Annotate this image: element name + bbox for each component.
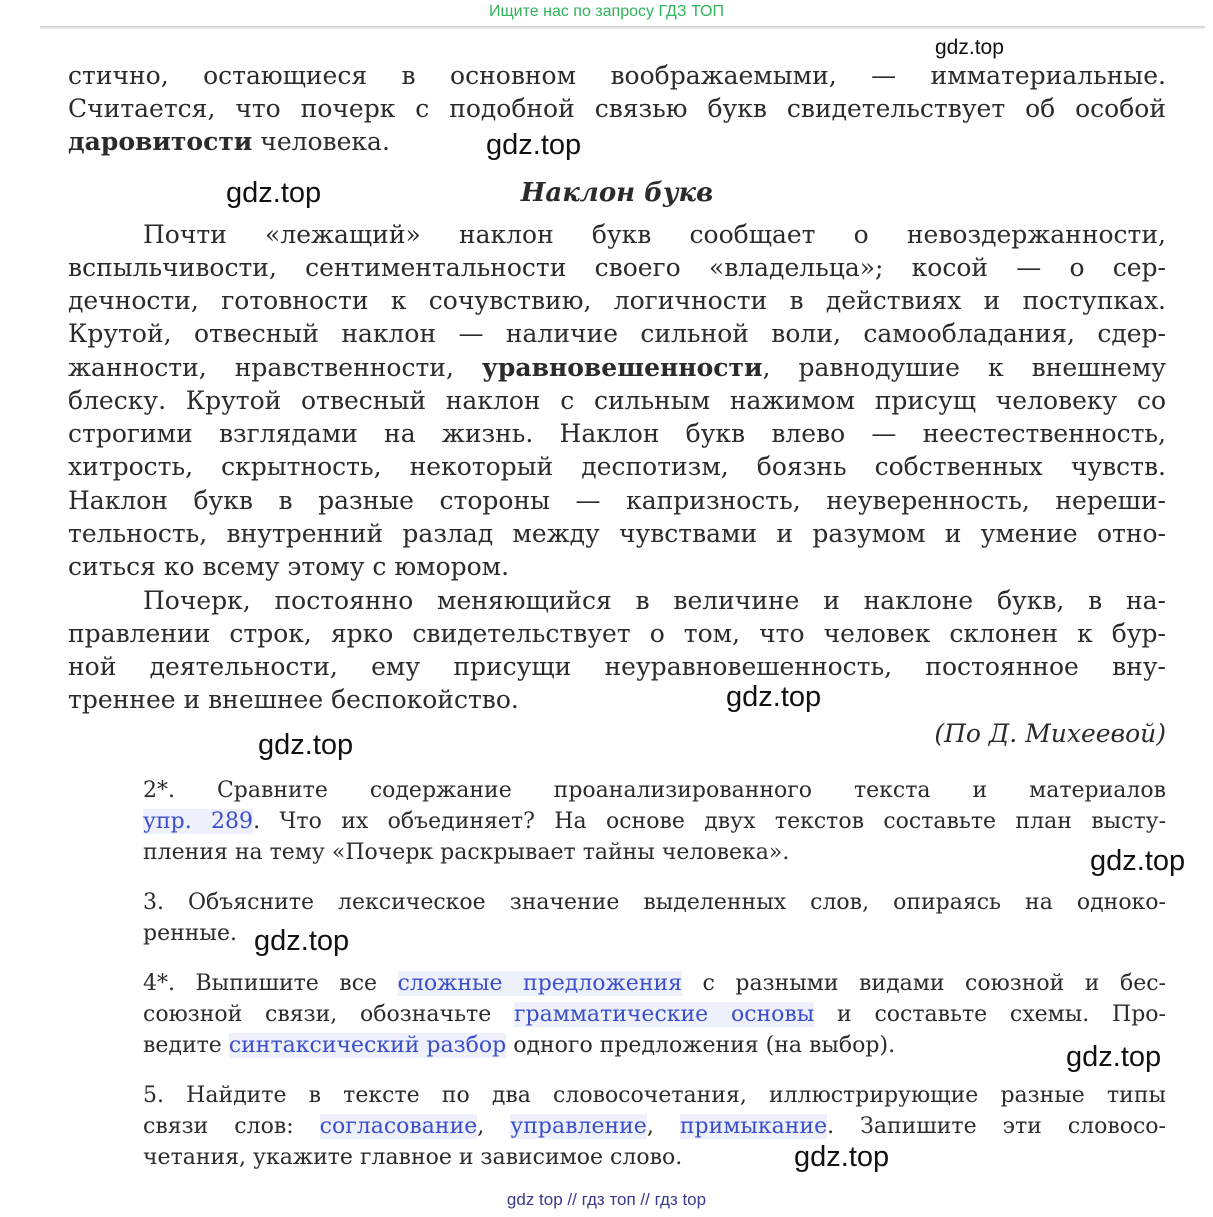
task-4-line-3-pre: ведите: [143, 1033, 229, 1058]
intro-line-2: Считается, что почерк с подобной связью букв свидетельствует об особой: [68, 94, 1166, 123]
task-5-line-2: [143, 1111, 1166, 1142]
footer-text: gdz top // гдз топ // гдз top: [506, 1190, 707, 1209]
watermark: gdz.top: [1090, 845, 1186, 877]
p1-line-5-post: , равнодушие к внешнему: [762, 353, 1166, 382]
task-5-separator-2: ,: [646, 1114, 680, 1139]
task-5-separator-1: ,: [477, 1114, 511, 1139]
p1-line-2: вспыльчивости, сентиментальности своего «владельца»; косой — о сер-: [68, 253, 1166, 282]
government-link[interactable]: управление: [510, 1114, 647, 1139]
task-2-line-2-rest: . Что их объединяет? На основе двух текстов составьте план высту-: [253, 809, 1166, 834]
section-heading: Наклон букв: [520, 178, 714, 208]
watermark: gdz.top: [254, 925, 350, 957]
p1-line-10: тельность, внутренний разлад между чувствами и разумом и умение отно-: [68, 519, 1166, 548]
highlighted-word: даровитости: [68, 127, 253, 156]
p2-line-1: Почерк, постоянно меняющийся в величине и наклоне букв, в на-: [143, 586, 1166, 615]
task-5-line-2-post: . Запишите эти словосо-: [827, 1114, 1166, 1139]
p1-line-7: строгими взглядами на жизнь. Наклон букв влево — неестественность,: [68, 419, 1166, 448]
syntax-parsing-link[interactable]: синтаксический разбор: [228, 1033, 507, 1058]
p1-line-6: блеску. Крутой отвесный наклон с сильным нажимом присущ человеку со: [68, 386, 1166, 415]
p1-line-1: Почти «лежащий» наклон букв сообщает о невоздержанности,: [143, 220, 1166, 249]
task-3-line-2: ренные.: [143, 921, 237, 946]
p1-line-8: хитрость, скрытность, некоторый деспотизм, боязнь собственных чувств.: [68, 452, 1166, 481]
agreement-link[interactable]: согласование: [319, 1114, 478, 1139]
watermark: gdz.top: [1066, 1041, 1162, 1073]
task-4-line-2-pre: союзной связи, обозначьте: [143, 1002, 514, 1027]
task-2-line-2: [143, 806, 1166, 837]
source-attribution: (По Д. Михеевой): [934, 719, 1166, 748]
watermark: gdz.top: [226, 177, 322, 209]
watermark: gdz.top: [258, 729, 354, 761]
p2-line-2: правлении строк, ярко свидетельствует о том, что человек склонен к бур-: [68, 619, 1166, 648]
p1-line-11: ситься ко всему этому с юмором.: [68, 552, 510, 581]
p1-line-5-pre: жанности, нравственности,: [68, 353, 482, 382]
task-5-line-3: четания, укажите главное и зависимое слово.: [143, 1145, 683, 1170]
grammatical-bases-link[interactable]: грамматические основы: [513, 1002, 815, 1027]
watermark: gdz.top: [794, 1141, 890, 1173]
top-banner-text: Ищите нас по запросу ГДЗ ТОП: [489, 3, 724, 20]
task-2-line-1: 2*. Сравните содержание проанализированного текста и материалов: [143, 778, 1166, 803]
task-4-line-2: [143, 999, 1166, 1030]
watermark: gdz.top: [486, 129, 582, 161]
p1-line-5: [68, 351, 1166, 385]
task-4-line-1-post: с разными видами союзной и бес-: [682, 971, 1166, 996]
exercise-link[interactable]: упр. 289: [143, 809, 254, 834]
intro-line-1: стично, остающиеся в основном воображаемыми, — имматериальные.: [68, 61, 1166, 90]
p2-line-4: треннее и внешнее беспокойство.: [68, 685, 519, 714]
task-4-line-1-pre: 4*. Выпишите все: [143, 971, 398, 996]
complex-sentences-link[interactable]: сложные предложения: [397, 971, 683, 996]
highlighted-word: уравновешенности: [481, 353, 763, 382]
task-5-line-1: 5. Найдите в тексте по два словосочетания, иллюстрирующие разные типы: [143, 1083, 1166, 1108]
top-banner: [0, 0, 1213, 24]
watermark: gdz.top: [726, 681, 822, 713]
p1-line-3: дечности, готовности к сочувствию, логичности в действиях и поступках.: [68, 286, 1166, 315]
p1-line-9: Наклон букв в разные стороны — капризность, неуверенность, нереши-: [68, 486, 1166, 515]
task-2-line-3: пления на тему «Почерк раскрывает тайны человека».: [143, 840, 790, 865]
top-divider: [40, 26, 1205, 29]
task-5-line-2-pre: связи слов:: [143, 1114, 320, 1139]
task-4-line-1: [143, 968, 1166, 999]
p2-line-3: ной деятельности, ему присущи неуравновешенность, постоянное вну-: [68, 652, 1166, 681]
watermark: gdz.top: [935, 36, 1004, 59]
task-3-line-1: 3. Объясните лексическое значение выделенных слов, опираясь на одноко-: [143, 890, 1166, 915]
adjunction-link[interactable]: примыкание: [679, 1114, 828, 1139]
intro-line-3-rest: человека.: [252, 127, 390, 156]
task-4-line-3-post: одного предложения (на выбор).: [506, 1033, 896, 1058]
task-4-line-2-post: и составьте схемы. Про-: [814, 1002, 1166, 1027]
intro-line-3: [68, 125, 1166, 159]
task-4-line-3: [143, 1030, 1166, 1061]
p1-line-4: Крутой, отвесный наклон — наличие сильной воли, самообладания, сдер-: [68, 319, 1166, 348]
